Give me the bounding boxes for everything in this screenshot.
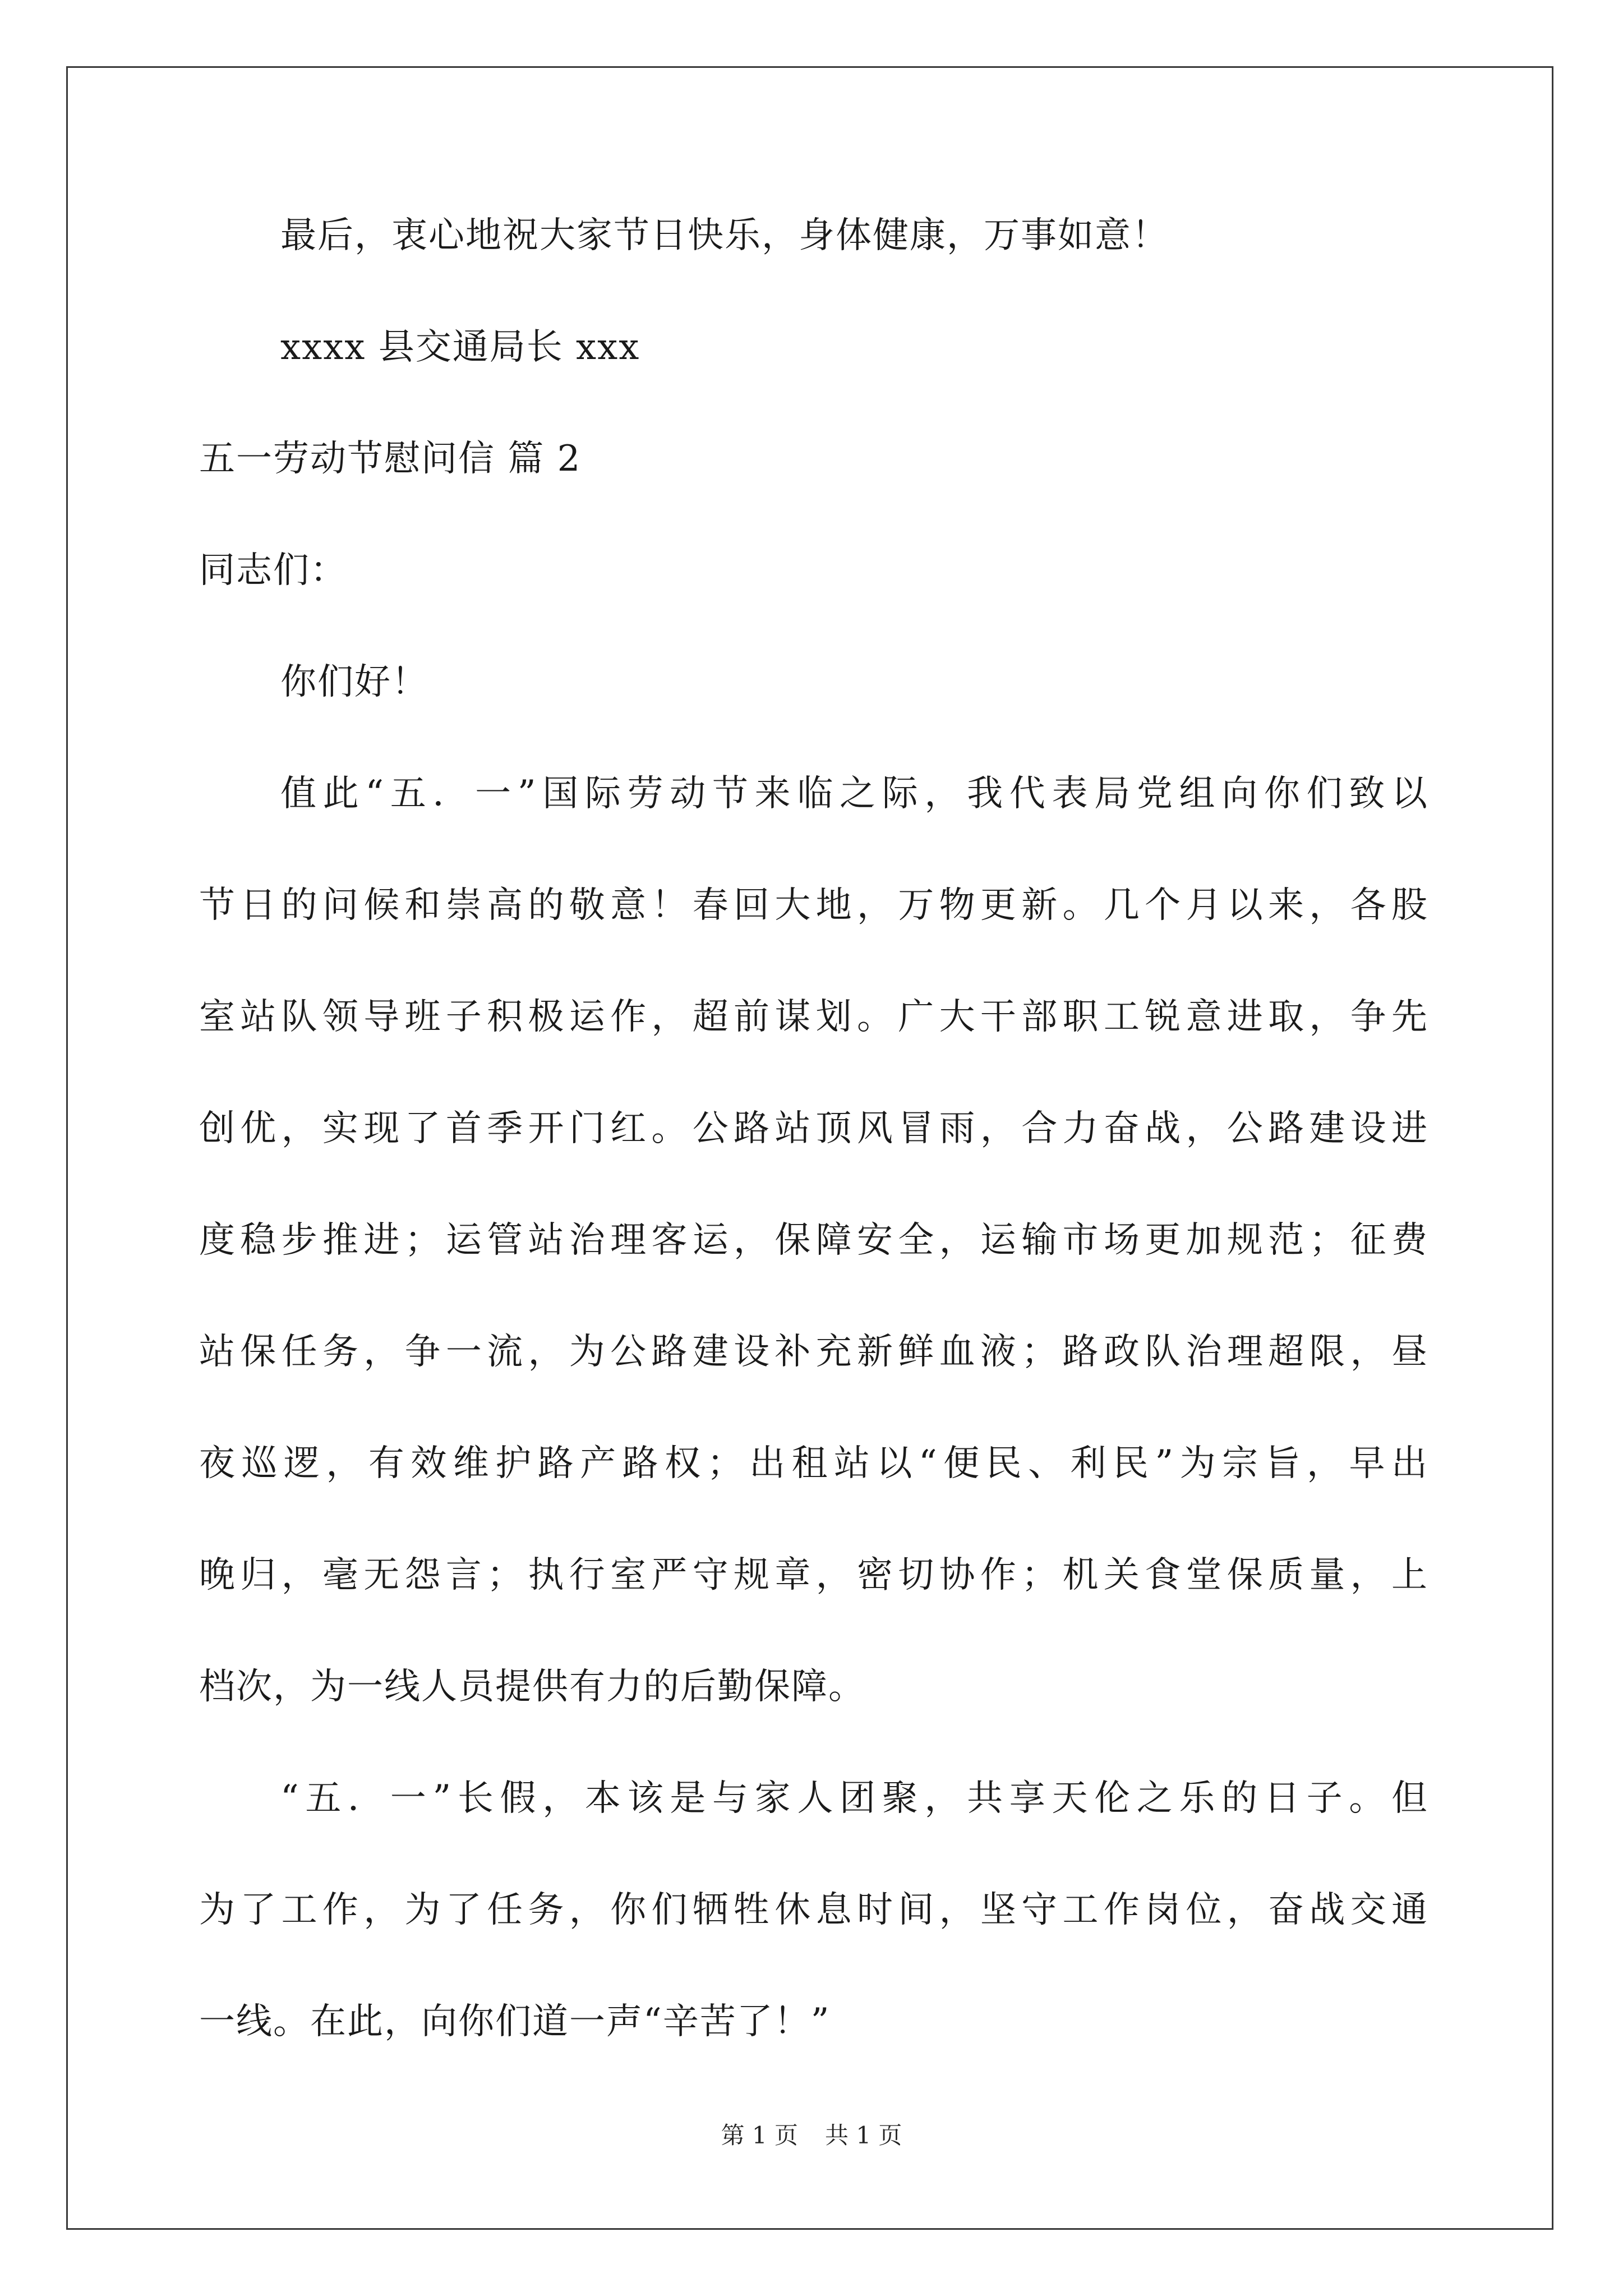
salutation: 同志们：: [199, 550, 347, 591]
paragraph-line: 室站队领导班子积极运作，超前谋划。广大干部职工锐意进取，争先: [199, 996, 1427, 1038]
page-number: 第 1 页: [721, 2122, 798, 2149]
paragraph-line: 站保任务，争一流，为公路建设补充新鲜血液；路政队治理超限，昼: [199, 1331, 1427, 1373]
document-body: [199, 213, 1427, 2044]
paragraph-line: 为了工作，为了任务，你们牺牲休息时间，坚守工作岗位，奋战交通: [199, 1889, 1427, 1931]
paragraph-line: 节日的问候和崇高的敬意！春回大地，万物更新。几个月以来，各股: [199, 885, 1427, 926]
paragraph-line: 晚归，毫无怨言；执行室严守规章，密切协作；机关食堂保质量，上: [199, 1554, 1427, 1596]
paragraph-line: 夜巡逻，有效维护路产路权；出租站以“便民、利民”为宗旨，早出: [199, 1443, 1427, 1484]
paragraph-line: 度稳步推进；运管站治理客运，保障安全，运输市场更加规范；征费: [199, 1220, 1427, 1261]
paragraph-line: 档次，为一线人员提供有力的后勤保障。: [199, 1666, 865, 1708]
section-heading: 五一劳动节慰问信 篇 2: [199, 438, 582, 480]
page-footer: [0, 2122, 1623, 2150]
greeting: 你们好！: [280, 661, 428, 703]
signature: xxxx 县交通局长 xxx: [280, 326, 640, 368]
closing-wishes: 最后，衷心地祝大家节日快乐，身体健康，万事如意！: [280, 215, 1169, 256]
paragraph-line: “五．一”长假，本该是与家人团聚，共享天伦之乐的日子。但: [280, 1778, 1427, 1819]
paragraph-line: 一线。在此，向你们道一声“辛苦了！”: [199, 2001, 831, 2042]
paragraph-line: 创优，实现了首季开门红。公路站顶风冒雨，合力奋战，公路建设进: [199, 1108, 1427, 1149]
paragraph-line: 值此“五．一”国际劳动节来临之际，我代表局党组向你们致以: [280, 773, 1427, 815]
page-total: 共 1 页: [825, 2122, 902, 2149]
